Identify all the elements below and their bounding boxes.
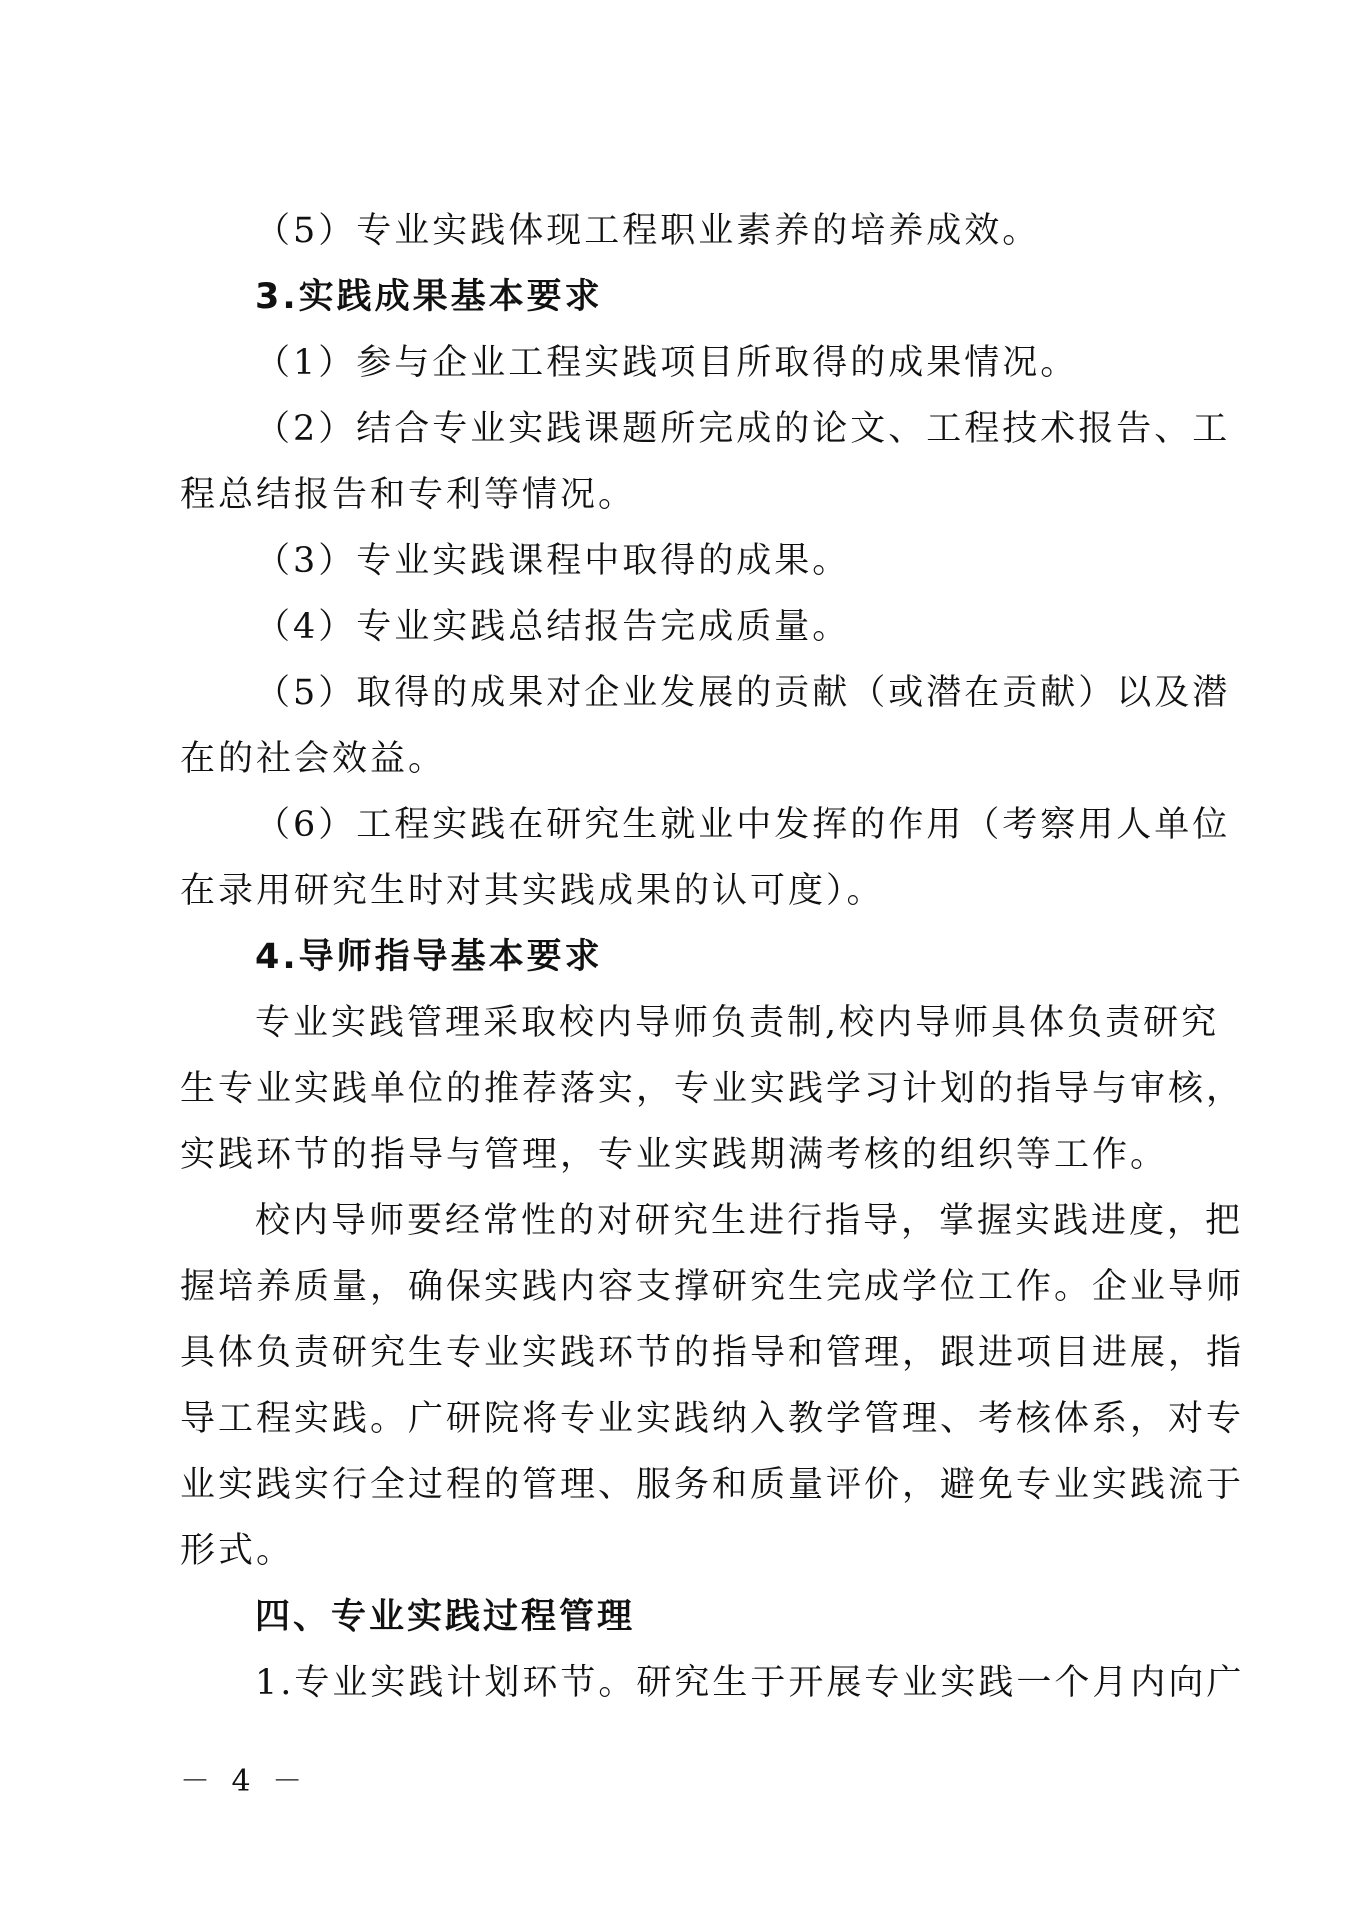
paragraph-line: （3）专业实践课程中取得的成果。 — [255, 541, 851, 581]
paragraph-line: 生专业实践单位的推荐落实，专业实践学习计划的指导与审核， — [180, 1069, 1245, 1109]
paragraph-line: 在的社会效益。 — [180, 739, 447, 779]
paragraph-line: 形式。 — [180, 1531, 295, 1571]
page-number: － 4 － — [180, 1764, 309, 1799]
chapter-heading: 四、专业实践过程管理 — [255, 1597, 636, 1637]
section-heading: 3.实践成果基本要求 — [255, 277, 603, 317]
paragraph-line: （5）专业实践体现工程职业素养的培养成效。 — [255, 211, 1041, 251]
paragraph-line: 握培养质量，确保实践内容支撑研究生完成学位工作。企业导师 — [180, 1267, 1245, 1307]
paragraph-line: （1）参与企业工程实践项目所取得的成果情况。 — [255, 343, 1079, 383]
paragraph-line: 校内导师要经常性的对研究生进行指导，掌握实践进度，把 — [255, 1201, 1244, 1241]
paragraph-line: （6）工程实践在研究生就业中发挥的作用（考察用人单位 — [255, 805, 1231, 845]
paragraph-line: 专业实践管理采取校内导师负责制,校内导师具体负责研究 — [255, 1003, 1220, 1043]
section-heading: 4.导师指导基本要求 — [255, 937, 603, 977]
paragraph-line: 程总结报告和专利等情况。 — [180, 475, 637, 515]
paragraph-line: 导工程实践。广研院将专业实践纳入教学管理、考核体系，对专 — [180, 1399, 1245, 1439]
paragraph-line: （5）取得的成果对企业发展的贡献（或潜在贡献）以及潜 — [255, 673, 1231, 713]
paragraph-line: 1.专业实践计划环节。研究生于开展专业实践一个月内向广 — [255, 1663, 1245, 1703]
paragraph-line: 具体负责研究生专业实践环节的指导和管理，跟进项目进展，指 — [180, 1333, 1245, 1373]
paragraph-line: 实践环节的指导与管理，专业实践期满考核的组织等工作。 — [180, 1135, 1169, 1175]
paragraph-line: （2）结合专业实践课题所完成的论文、工程技术报告、工 — [255, 409, 1231, 449]
paragraph-line: 在录用研究生时对其实践成果的认可度）。 — [180, 871, 885, 911]
paragraph-line: 业实践实行全过程的管理、服务和质量评价，避免专业实践流于 — [180, 1465, 1245, 1505]
paragraph-line: （4）专业实践总结报告完成质量。 — [255, 607, 851, 647]
